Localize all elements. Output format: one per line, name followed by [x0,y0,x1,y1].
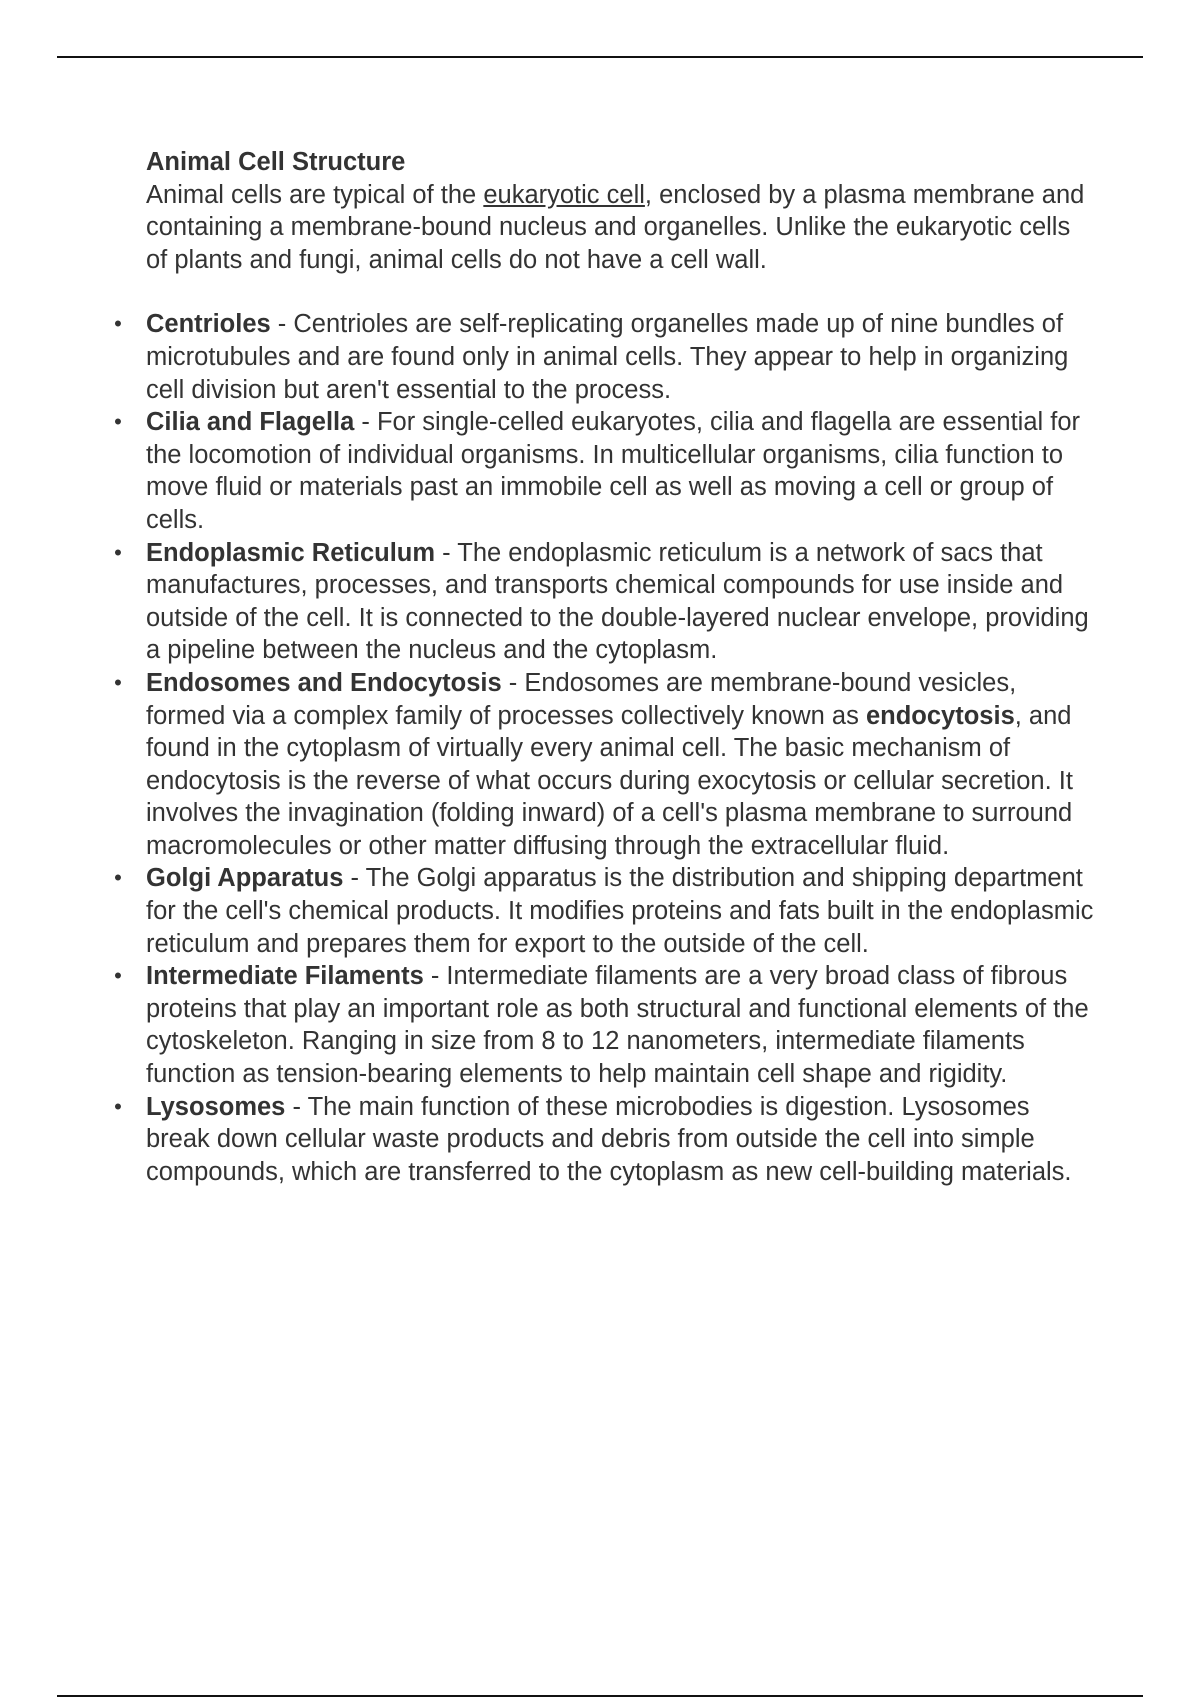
list-item-endoplasmic-reticulum [114,537,1096,667]
bullet-icon: • [114,865,122,891]
description: - For single-celled eukaryotes, cilia and flagella are essential for the locomotion of individual organisms. In multicellular organisms, cilia function to move fluid or materials past an immobile cell as well as moving a cell or group of cells. [146,408,1081,534]
description: - Intermediate filaments are a very broad class of fibrous proteins that play an important role as both structural and functional elements of the cytoskeleton. Ranging in size from 8 to 12 nanometers, intermediate filaments function as tension-bearing elements to help maintain cell shape and rigidity. [146,962,1089,1089]
description: - The main function of these microbodies is digestion. Lysosomes break down cellular waste products and debris from outside the cell into simple compounds, which are transferred to the cytoplasm as new cell-building materials. [146,1092,1072,1186]
bullet-icon: • [114,539,122,565]
section-heading: Animal Cell Structure [146,148,406,176]
top-rule [57,56,1143,58]
bullet-icon: • [114,1093,122,1119]
term: Golgi Apparatus [146,864,344,893]
bullet-icon: • [114,963,122,989]
term: Intermediate Filaments [146,962,424,991]
term-inline: endocytosis [865,701,1015,730]
paragraph-spacer [146,276,1096,308]
eukaryotic-cell-link[interactable]: eukaryotic cell [483,180,645,209]
bottom-rule [57,1695,1143,1697]
list-item-lysosomes [114,1091,1096,1189]
term: Centrioles [146,310,271,339]
list-item-centrioles [114,308,1096,406]
description: - The Golgi apparatus is the distribution and shipping department for the cell's chemical products. It modifies proteins and fats built in the endoplasmic reticulum and prepares them for export to the outside of the cell. [146,864,1094,958]
bullet-icon: • [114,311,122,337]
term: Endosomes and Endocytosis [146,668,502,697]
term: Lysosomes [146,1092,286,1121]
bullet-icon: • [114,409,122,435]
list-item-endosomes [114,667,1096,863]
list-item-golgi [114,862,1096,960]
description-continued: , and found in the cytoplasm of virtually every animal cell. The basic mechanism of endocytosis is the reverse of what occurs during exocytosis or cellular secretion. It involves the invagination (folding inward) of a cell's plasma membrane to surround macromolecules or other matter diffusing through the extracellular fluid. [146,701,1073,860]
description: - Endosomes are membrane-bound vesicles, formed via a complex family of processes collectively known as [146,668,1017,730]
list-item-intermediate-filaments [114,960,1096,1090]
intro-text-before: Animal cells are typical of the [146,180,484,209]
document-body [114,146,1096,1188]
bullet-icon: • [114,669,122,695]
list-item-cilia-flagella [114,406,1096,536]
description: - Centrioles are self-replicating organelles made up of nine bundles of microtubules and are found only in animal cells. They appear to help in organizing cell division but aren't essential to the process. [146,310,1069,404]
term: Endoplasmic Reticulum [146,538,436,567]
intro-text-after: , enclosed by a plasma membrane and containing a membrane-bound nucleus and organelles. Unlike the eukaryotic cells of plants and fungi, animal cells do not have a cell wall. [146,180,1085,274]
intro-paragraph [146,179,1096,277]
organelle-list [114,308,1096,1188]
term: Cilia and Flagella [146,408,355,437]
description: - The endoplasmic reticulum is a network of sacs that manufactures, processes, and transports chemical compounds for use inside and outside of the cell. It is connected to the double-layered nuclear envelope, providing a pipeline between the nucleus and the cytoplasm. [146,538,1089,665]
